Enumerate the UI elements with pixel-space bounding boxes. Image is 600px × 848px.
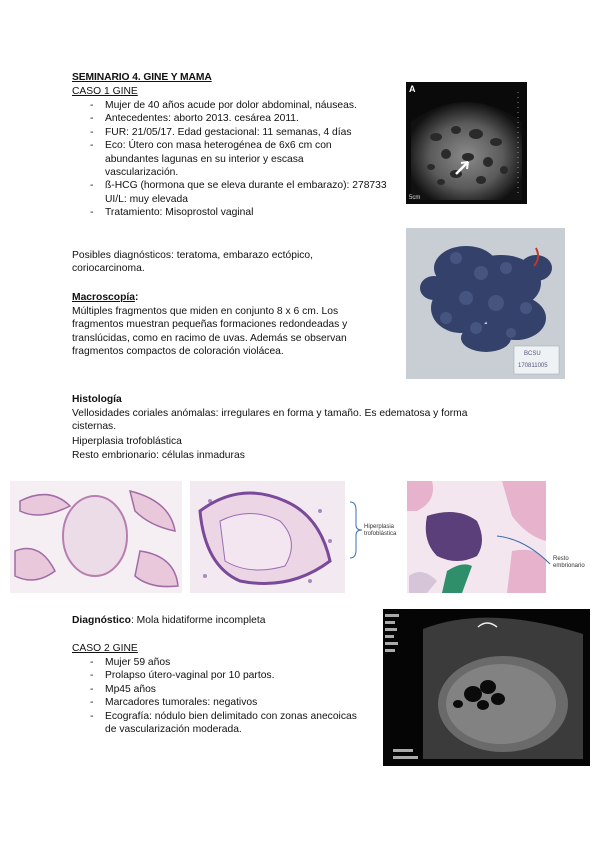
case1-heading: CASO 1 GINE: [72, 86, 138, 97]
list-item: - Marcadores tumorales: negativos: [72, 696, 372, 709]
histo-line: Hiperplasia trofoblástica: [72, 436, 182, 447]
list-item: - Mujer 59 años: [72, 656, 372, 669]
histology-graphic-2: [190, 481, 345, 593]
histo-heading: Histología: [72, 394, 122, 405]
histology-image-villi-2: [190, 481, 345, 593]
diagnosis-text: : Mola hidatiforme incompleta: [130, 615, 266, 626]
specimen-label-line1: BCSU: [524, 351, 541, 357]
case2-list: [72, 656, 372, 736]
macro-text: Múltiples fragmentos que miden en conjunto 8 x 6 cm. Los fragmentos muestran pequeñas formaciones redondeadas y translúcidas, como en racimo de uvas. Además se observan fragmentos compactos de coloración violácea.: [72, 306, 348, 358]
list-item: - Tratamiento: Misoprostol vaginal: [72, 206, 387, 219]
ultrasound-graphic: [406, 82, 527, 204]
list-item: - FUR: 21/05/17. Edad gestacional: 11 semanas, 4 días: [72, 126, 387, 139]
macro-heading-text: Macroscopía: [72, 292, 135, 303]
macro-heading: Macroscopía:: [72, 292, 139, 303]
annotation-arrow: [495, 534, 555, 574]
annotation-hyperplasia: Hiperplasia trofoblástica: [364, 524, 397, 537]
diagnosis: [72, 614, 265, 627]
page-title: SEMINARIO 4. GINE Y MAMA: [72, 72, 212, 83]
annotation-embryonic: Resto embrionario: [553, 556, 585, 569]
ultrasound-graphic-2: [383, 609, 590, 766]
ultrasound-image-nodule: [383, 609, 590, 766]
specimen-label-line2: 170811005: [518, 363, 548, 369]
specimen-graphic: [406, 228, 565, 379]
list-item: - Prolapso útero-vaginal por 10 partos.: [72, 669, 372, 682]
list-item: - Mujer de 40 años acude por dolor abdominal, náuseas.: [72, 99, 387, 112]
ultrasound-image-uterus: [406, 82, 527, 204]
case2-heading: CASO 2 GINE: [72, 643, 138, 654]
possible-diagnoses: Posibles diagnósticos: teratoma, embarazo ectópico, coriocarcinoma.: [72, 250, 313, 275]
annotation-bracket: [348, 500, 364, 560]
diagnosis-label: Diagnóstico: [72, 615, 131, 626]
list-item: - Antecedentes: aborto 2013. cesárea 2011.: [72, 112, 387, 125]
list-item: - ß-HCG (hormona que se eleva durante el embarazo): 278733 UI/L: muy elevada: [72, 179, 395, 206]
list-item: - Eco: Útero con masa heterogénea de 6x6 cm con abundantes lagunas en su interior y escasa vascularización.: [72, 139, 365, 179]
list-item: - Mp45 años: [72, 683, 372, 696]
histo-line: Resto embrionario: células inmaduras: [72, 450, 245, 461]
histo-line: Vellosidades coriales anómalas: irregulares en forma y tamaño. Es edematosa y forma cisternas.: [72, 408, 468, 433]
list-item: - Ecografía: nódulo bien delimitado con zonas anecoicas de vascularización moderada.: [72, 710, 360, 737]
histology-image-villi-1: [10, 481, 182, 593]
us1-label: A: [409, 84, 416, 94]
histology-graphic-1: [10, 481, 182, 593]
us1-scale: 5cm: [409, 195, 421, 201]
gross-specimen-photo: [406, 228, 565, 379]
case1-list: [72, 99, 387, 220]
